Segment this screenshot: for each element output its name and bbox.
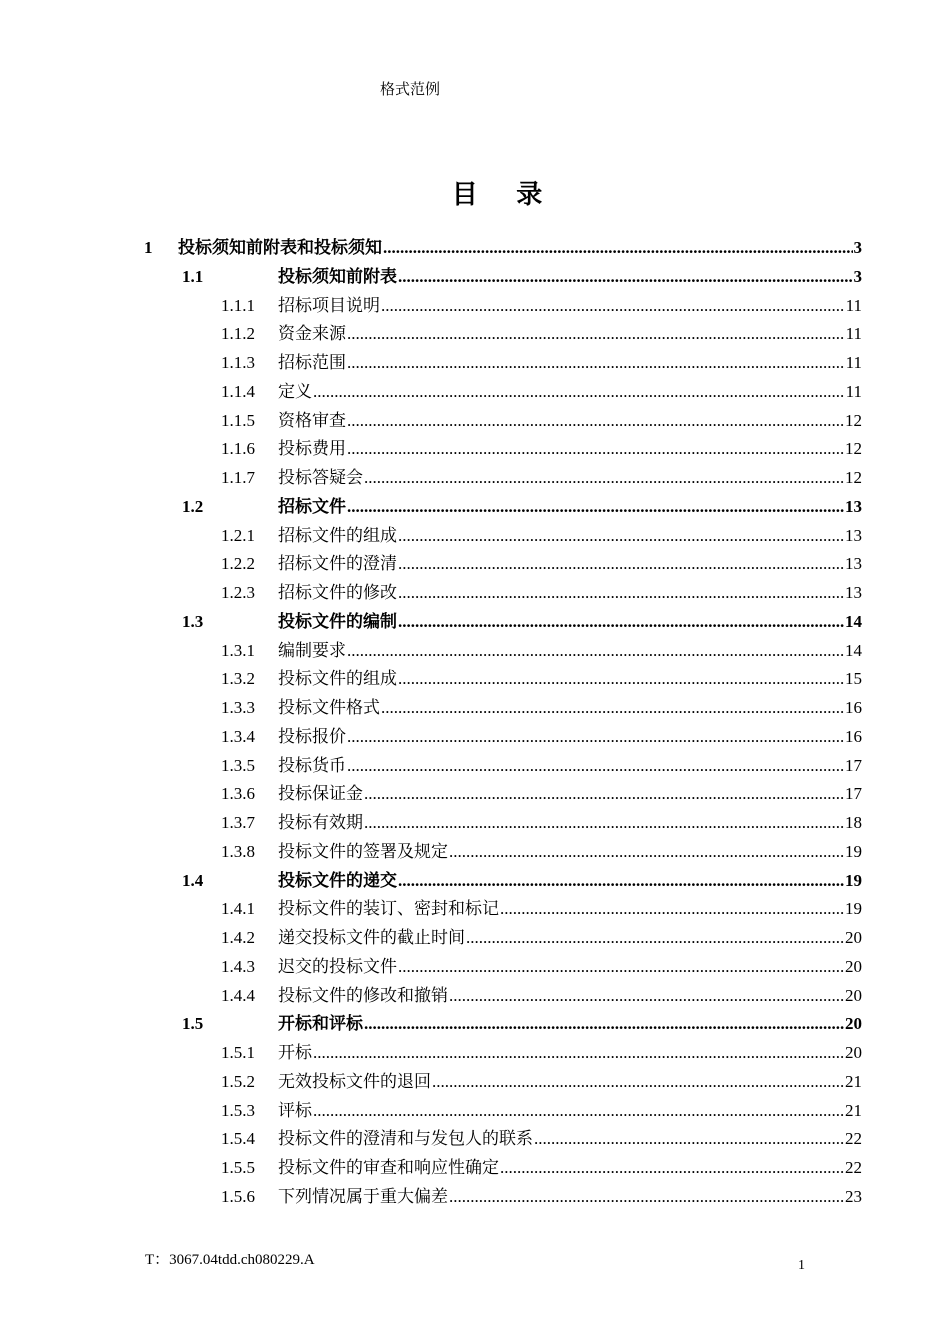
toc-entry[interactable] xyxy=(0,1154,950,1182)
toc-entry-label: 投标货币 xyxy=(278,755,346,775)
toc-entry[interactable] xyxy=(0,608,950,636)
toc-entry-line xyxy=(278,665,862,693)
footer-doc-code: T：3067.04tdd.ch080229.A xyxy=(145,1252,315,1268)
toc-entry-number: 1.1.5 xyxy=(221,410,255,430)
toc-entry-number: 1.1.4 xyxy=(221,381,255,401)
toc-entry-label: 招标文件的修改 xyxy=(278,583,397,602)
toc-entry-number: 1.3.3 xyxy=(221,698,255,717)
toc-entry-line xyxy=(278,809,862,837)
toc-dot-leader xyxy=(381,292,845,320)
toc-entry-number: 1.2.1 xyxy=(221,525,255,545)
toc-dot-leader xyxy=(364,809,844,837)
toc-dot-leader xyxy=(398,579,844,607)
toc-entry-label: 投标费用 xyxy=(278,439,346,459)
toc-entry-line xyxy=(278,895,862,923)
toc-entry-label: 投标文件的组成 xyxy=(278,669,397,689)
toc-entry-number: 1.5 xyxy=(182,1014,204,1034)
toc-entry[interactable] xyxy=(0,464,950,492)
toc-entry-number: 1.5.1 xyxy=(221,1043,255,1062)
toc-dot-leader xyxy=(347,407,844,435)
toc-entry-line xyxy=(278,953,862,981)
toc-dot-leader xyxy=(398,263,853,291)
toc-dot-leader xyxy=(500,1154,844,1182)
toc-entry[interactable] xyxy=(0,263,950,291)
toc-entry-label: 招标文件 xyxy=(278,496,346,516)
toc-entry-page: 16 xyxy=(845,726,862,746)
toc-entry-page: 18 xyxy=(845,813,862,832)
toc-entry[interactable] xyxy=(0,1068,950,1096)
toc-entry-line xyxy=(278,320,862,348)
toc-entry-label: 递交投标文件的截止时间 xyxy=(278,928,465,947)
toc-entry[interactable] xyxy=(0,349,950,377)
toc-entry-page: 21 xyxy=(845,1071,862,1091)
toc-entry-label: 资格审查 xyxy=(278,410,346,430)
toc-entry-page: 13 xyxy=(845,525,862,545)
toc-entry-number: 1.3 xyxy=(182,611,204,631)
toc-dot-leader xyxy=(364,780,844,808)
toc-entry-label: 开标和评标 xyxy=(278,1014,363,1034)
toc-entry-line xyxy=(278,1154,862,1182)
toc-entry-page: 23 xyxy=(845,1186,862,1206)
toc-dot-leader xyxy=(383,234,853,262)
toc-entry[interactable] xyxy=(0,867,950,895)
toc-entry[interactable] xyxy=(0,234,950,262)
toc-entry[interactable] xyxy=(0,1010,950,1038)
toc-entry-number: 1 xyxy=(144,238,153,257)
toc-title: 目 录 xyxy=(451,180,559,209)
toc-entry-number: 1.5.6 xyxy=(221,1186,255,1206)
toc-dot-leader xyxy=(398,522,844,550)
toc-entry[interactable] xyxy=(0,1039,950,1067)
toc-entry-label: 招标文件的澄清 xyxy=(278,554,397,574)
toc-entry-number: 1.3.4 xyxy=(221,726,255,746)
toc-entry-number: 1.3.8 xyxy=(221,841,255,861)
toc-entry-number: 1.5.3 xyxy=(221,1100,255,1120)
toc-entry[interactable] xyxy=(0,550,950,578)
toc-dot-leader xyxy=(534,1125,844,1153)
toc-entry-number: 1.3.2 xyxy=(221,669,255,689)
toc-entry-label: 评标 xyxy=(278,1100,312,1120)
toc-entry-line xyxy=(278,1183,862,1211)
toc-entry-number: 1.1.6 xyxy=(221,439,255,459)
toc-entry[interactable] xyxy=(0,895,950,923)
toc-entry-page: 22 xyxy=(845,1158,862,1177)
toc-dot-leader xyxy=(500,895,844,923)
toc-dot-leader xyxy=(449,982,844,1010)
toc-entry-number: 1.5.2 xyxy=(221,1071,255,1091)
toc-entry-label: 投标文件的编制 xyxy=(278,611,397,631)
toc-entry-page: 20 xyxy=(845,928,862,947)
toc-entry-line xyxy=(278,1068,862,1096)
toc-entry[interactable] xyxy=(0,924,950,952)
toc-entry[interactable] xyxy=(0,579,950,607)
toc-dot-leader xyxy=(449,838,844,866)
toc-entry-line xyxy=(278,579,862,607)
toc-dot-leader xyxy=(313,1039,844,1067)
toc-dot-leader xyxy=(347,637,844,665)
toc-entry-label: 迟交的投标文件 xyxy=(278,956,397,976)
toc-entry[interactable] xyxy=(0,982,950,1010)
toc-entry-line xyxy=(278,723,862,751)
toc-entry-label: 招标文件的组成 xyxy=(278,525,397,545)
toc-entry-label: 投标保证金 xyxy=(278,784,363,804)
toc-entry-line xyxy=(278,867,862,895)
toc-entry-line xyxy=(178,234,862,262)
toc-entry-label: 投标有效期 xyxy=(278,813,363,832)
toc-entry-page: 11 xyxy=(845,381,862,401)
toc-entry-label: 开标 xyxy=(278,1043,312,1062)
toc-entry-label: 招标范围 xyxy=(278,353,346,372)
toc-entry-label: 投标文件的澄清和与发包人的联系 xyxy=(278,1129,533,1149)
toc-entry-number: 1.3.5 xyxy=(221,755,255,775)
toc-entry-label: 投标须知前附表和投标须知 xyxy=(178,238,382,257)
toc-entry-number: 1.1.3 xyxy=(221,353,255,372)
toc-entry-page: 14 xyxy=(845,611,862,631)
toc-entry[interactable] xyxy=(0,1125,950,1153)
toc-entry-label: 投标须知前附表 xyxy=(278,266,397,286)
toc-entry-label: 投标答疑会 xyxy=(278,468,363,487)
toc-dot-leader xyxy=(347,435,844,463)
toc-entry-line xyxy=(278,982,862,1010)
toc-entry-page: 12 xyxy=(845,410,862,430)
toc-entry-line xyxy=(278,924,862,952)
toc-entry-label: 投标文件的修改和撤销 xyxy=(278,985,448,1005)
toc-entry-number: 1.1.2 xyxy=(221,324,255,344)
toc-entry-line xyxy=(278,608,862,636)
toc-entry-number: 1.2.2 xyxy=(221,554,255,574)
toc-entry-number: 1.4.4 xyxy=(221,985,255,1005)
toc-entry-line xyxy=(278,435,862,463)
toc-entry-page: 20 xyxy=(845,985,862,1005)
toc-entry-page: 13 xyxy=(845,554,862,574)
toc-entry-line xyxy=(278,1039,862,1067)
toc-entry-page: 19 xyxy=(845,870,862,890)
toc-entry-line xyxy=(278,1097,862,1125)
toc-entry-number: 1.1.1 xyxy=(221,295,255,315)
toc-entry-line xyxy=(278,1010,862,1038)
toc-entry-number: 1.3.7 xyxy=(221,813,255,832)
toc-entry-line xyxy=(278,550,862,578)
toc-entry[interactable] xyxy=(0,637,950,665)
toc-entry-line xyxy=(278,752,862,780)
toc-entry-number: 1.2 xyxy=(182,496,204,516)
toc-dot-leader xyxy=(347,752,844,780)
toc-entry-page: 13 xyxy=(845,583,862,602)
toc-dot-leader xyxy=(347,493,844,521)
toc-entry[interactable] xyxy=(0,522,950,550)
toc-entry-label: 下列情况属于重大偏差 xyxy=(278,1186,448,1206)
toc-entry-label: 招标项目说明 xyxy=(278,295,380,315)
toc-entry-page: 17 xyxy=(845,784,862,804)
toc-entry-number: 1.1.7 xyxy=(221,468,255,487)
toc-entry[interactable] xyxy=(0,1183,950,1211)
toc-entry-line xyxy=(278,349,862,377)
toc-dot-leader xyxy=(364,464,844,492)
toc-entry-number: 1.3.1 xyxy=(221,640,255,660)
toc-dot-leader xyxy=(466,924,844,952)
toc-entry-page: 12 xyxy=(845,439,862,459)
toc-entry-line xyxy=(278,522,862,550)
toc-entry[interactable] xyxy=(0,292,950,320)
toc-dot-leader xyxy=(398,550,844,578)
toc-entry-page: 14 xyxy=(845,640,862,660)
toc-entry-label: 无效投标文件的退回 xyxy=(278,1071,431,1091)
toc-entry-line xyxy=(278,1125,862,1153)
toc-entry-page: 22 xyxy=(845,1129,862,1149)
toc-entry-page: 12 xyxy=(845,468,862,487)
footer-page-number: 1 xyxy=(798,1258,805,1273)
toc-entry-line xyxy=(278,292,862,320)
toc-entry-page: 20 xyxy=(845,1043,862,1062)
toc-entry-label: 投标文件的递交 xyxy=(278,870,397,890)
toc-entry-page: 21 xyxy=(845,1100,862,1120)
toc-entry-label: 编制要求 xyxy=(278,640,346,660)
toc-entry-page: 15 xyxy=(845,669,862,689)
toc-entry-label: 投标文件的审查和响应性确定 xyxy=(278,1158,499,1177)
toc-entry[interactable] xyxy=(0,780,950,808)
toc-dot-leader xyxy=(313,378,845,406)
toc-entry-page: 17 xyxy=(845,755,862,775)
toc-entry-line xyxy=(278,378,862,406)
toc-dot-leader xyxy=(364,1010,844,1038)
toc-entry-number: 1.2.3 xyxy=(221,583,255,602)
toc-entry-number: 1.3.6 xyxy=(221,784,255,804)
toc-entry-page: 13 xyxy=(845,496,862,516)
toc-entry-line xyxy=(278,493,862,521)
toc-entry-label: 投标文件的装订、密封和标记 xyxy=(278,899,499,919)
toc-entry[interactable] xyxy=(0,694,950,722)
toc-entry-page: 19 xyxy=(845,841,862,861)
toc-entry-line xyxy=(278,407,862,435)
toc-entry[interactable] xyxy=(0,838,950,866)
toc-entry[interactable] xyxy=(0,320,950,348)
toc-dot-leader xyxy=(347,320,845,348)
toc-entry-page: 11 xyxy=(845,324,862,344)
toc-entry[interactable] xyxy=(0,752,950,780)
toc-entry-page: 20 xyxy=(845,956,862,976)
toc-entry-number: 1.4.2 xyxy=(221,928,255,947)
toc-entry[interactable] xyxy=(0,953,950,981)
toc-entry-label: 投标文件的签署及规定 xyxy=(278,841,448,861)
toc-entry-number: 1.4.1 xyxy=(221,899,255,919)
toc-entry-number: 1.1 xyxy=(182,266,204,286)
toc-entry-line xyxy=(278,637,862,665)
toc-entry-number: 1.4 xyxy=(182,870,204,890)
toc-entry-number: 1.4.3 xyxy=(221,956,255,976)
toc-dot-leader xyxy=(398,953,844,981)
toc-entry-label: 投标报价 xyxy=(278,726,346,746)
toc-entry[interactable] xyxy=(0,665,950,693)
toc-entry-page: 3 xyxy=(853,238,862,257)
toc-entry-line xyxy=(278,263,862,291)
toc-entry-line xyxy=(278,694,862,722)
toc-entry[interactable] xyxy=(0,493,950,521)
toc-dot-leader xyxy=(313,1097,844,1125)
toc-entry-page: 11 xyxy=(845,353,862,372)
toc-entry-page: 19 xyxy=(845,899,862,919)
toc-entry-label: 投标文件格式 xyxy=(278,698,380,717)
toc-entry-line xyxy=(278,780,862,808)
toc-entry-line xyxy=(278,464,862,492)
toc-dot-leader xyxy=(347,349,845,377)
toc-entry[interactable] xyxy=(0,1097,950,1125)
toc-dot-leader xyxy=(398,665,844,693)
toc-entry-line xyxy=(278,838,862,866)
toc-entry[interactable] xyxy=(0,723,950,751)
toc-entry[interactable] xyxy=(0,407,950,435)
toc-entry[interactable] xyxy=(0,435,950,463)
toc-entry-label: 定义 xyxy=(278,381,312,401)
toc-entry[interactable] xyxy=(0,809,950,837)
toc-dot-leader xyxy=(449,1183,844,1211)
toc-dot-leader xyxy=(398,608,844,636)
toc-entry-page: 11 xyxy=(845,295,862,315)
toc-entry-number: 1.5.5 xyxy=(221,1158,255,1177)
page-header: 格式范例 xyxy=(380,82,441,98)
toc-entry-page: 16 xyxy=(845,698,862,717)
toc-entry[interactable] xyxy=(0,378,950,406)
toc-entry-label: 资金来源 xyxy=(278,324,346,344)
toc-entry-number: 1.5.4 xyxy=(221,1129,255,1149)
toc-dot-leader xyxy=(432,1068,844,1096)
toc-dot-leader xyxy=(398,867,844,895)
toc-dot-leader xyxy=(381,694,844,722)
toc-dot-leader xyxy=(347,723,844,751)
toc-entry-page: 20 xyxy=(845,1014,862,1034)
toc-entry-page: 3 xyxy=(853,266,862,286)
